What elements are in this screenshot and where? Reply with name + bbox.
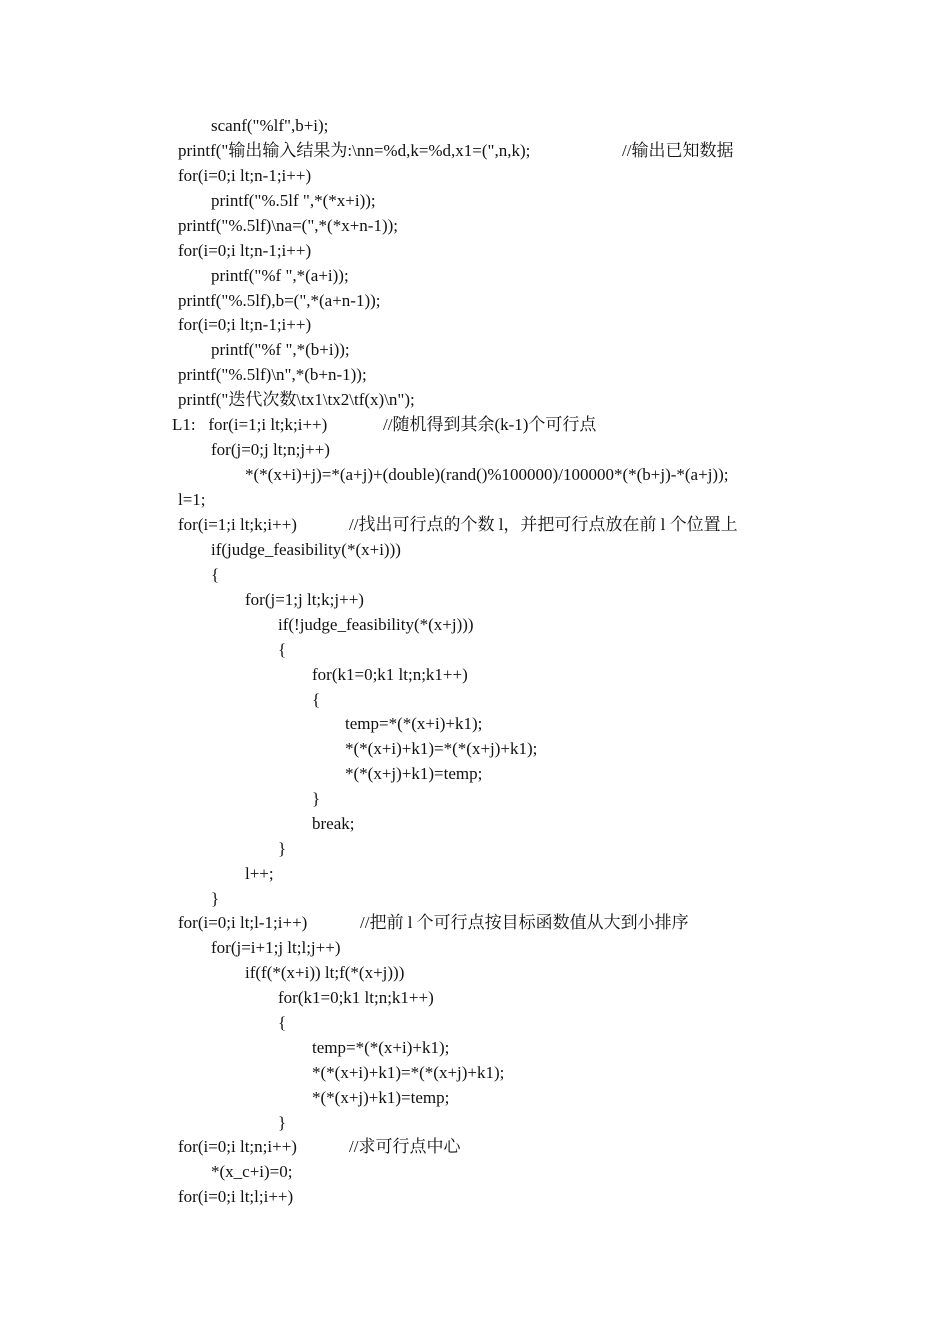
code-line: for(i=0;i lt;n-1;i++) xyxy=(178,166,312,185)
code-comment: //求可行点中心 xyxy=(349,1137,461,1156)
code-line: printf("输出输入结果为:\nn=%d,k=%d,x1=(",n,k); xyxy=(178,141,531,160)
code-line: } xyxy=(278,1113,287,1132)
code-line: printf("%.5lf)\na=(",*(*x+n-1)); xyxy=(178,216,398,235)
code-comment: //输出已知数据 xyxy=(622,141,734,160)
code-line: { xyxy=(278,640,287,659)
code-line: for(i=0;i lt;l-1;i++) xyxy=(178,913,308,932)
code-line: } xyxy=(312,789,321,808)
code-line: printf("%f ",*(a+i)); xyxy=(211,266,349,285)
code-comment: //把前 l 个可行点按目标函数值从大到小排序 xyxy=(360,913,689,932)
code-line: { xyxy=(312,690,321,709)
code-line: for(i=0;i lt;n-1;i++) xyxy=(178,241,312,260)
code-line: for(j=i+1;j lt;l;j++) xyxy=(211,938,341,957)
code-line: l=1; xyxy=(178,490,206,509)
code-line: printf("%.5lf)\n",*(b+n-1)); xyxy=(178,365,367,384)
code-line: *(*(x+i)+k1)=*(*(x+j)+k1); xyxy=(312,1063,505,1082)
code-line: } xyxy=(211,889,220,908)
code-line: printf("%.5lf),b=(",*(a+n-1)); xyxy=(178,291,381,310)
code-line: *(*(x+i)+j)=*(a+j)+(double)(rand()%100000)/100000*(*(b+j)-*(a+j)); xyxy=(245,465,729,484)
code-line: for(k1=0;k1 lt;n;k1++) xyxy=(312,665,468,684)
code-line: for(i=0;i lt;n-1;i++) xyxy=(178,315,312,334)
code-line: printf("%f ",*(b+i)); xyxy=(211,340,350,359)
code-comment: //随机得到其余(k-1)个可行点 xyxy=(383,415,597,434)
code-comment: //找出可行点的个数 l，并把可行点放在前 l 个位置上 xyxy=(349,515,738,534)
code-line: for(k1=0;k1 lt;n;k1++) xyxy=(278,988,434,1007)
code-line: temp=*(*(x+i)+k1); xyxy=(312,1038,450,1057)
code-line: { xyxy=(211,565,220,584)
code-line: if(!judge_feasibility(*(x+j))) xyxy=(278,615,474,634)
code-line: } xyxy=(278,839,287,858)
code-line: *(*(x+i)+k1)=*(*(x+j)+k1); xyxy=(345,739,538,758)
code-line: l++; xyxy=(245,864,274,883)
code-line: temp=*(*(x+i)+k1); xyxy=(345,714,483,733)
code-line: printf("迭代次数\tx1\tx2\tf(x)\n"); xyxy=(178,390,415,409)
code-line: for(i=1;i lt;k;i++) xyxy=(178,515,297,534)
code-line: for(j=0;j lt;n;j++) xyxy=(211,440,330,459)
code-line: scanf("%lf",b+i); xyxy=(211,116,329,135)
code-line: L1: for(i=1;i lt;k;i++) xyxy=(172,415,328,434)
code-line: *(x_c+i)=0; xyxy=(211,1162,293,1181)
code-line: for(i=0;i lt;n;i++) xyxy=(178,1137,297,1156)
code-line: { xyxy=(278,1013,287,1032)
code-line: printf("%.5lf ",*(*x+i)); xyxy=(211,191,376,210)
code-line: if(judge_feasibility(*(x+i))) xyxy=(211,540,401,559)
code-line: *(*(x+j)+k1)=temp; xyxy=(312,1088,450,1107)
code-line: if(f(*(x+i)) lt;f(*(x+j))) xyxy=(245,963,405,982)
code-line: for(i=0;i lt;l;i++) xyxy=(178,1187,294,1206)
code-line: for(j=1;j lt;k;j++) xyxy=(245,590,364,609)
code-line: break; xyxy=(312,814,355,833)
code-line: *(*(x+j)+k1)=temp; xyxy=(345,764,483,783)
